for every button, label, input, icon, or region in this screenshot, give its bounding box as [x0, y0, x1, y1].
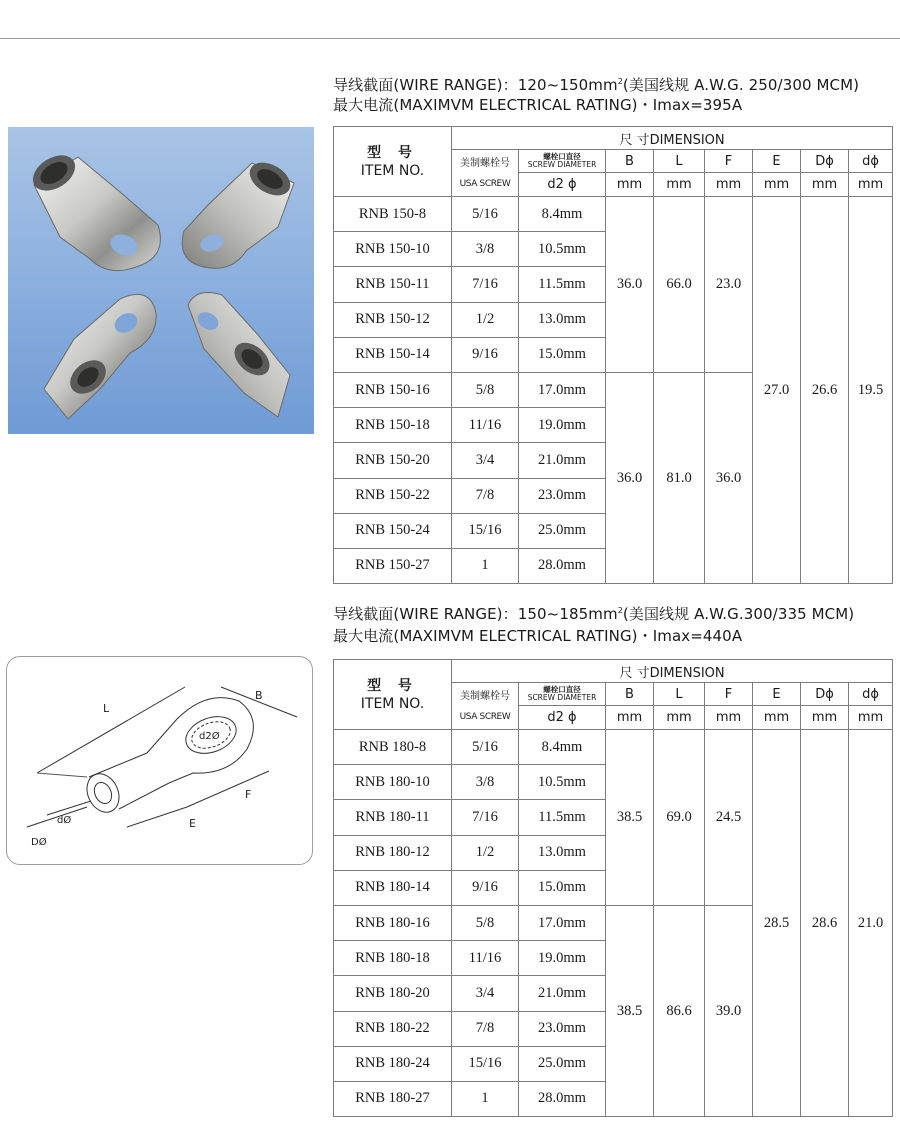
unit-cell: mm	[753, 173, 801, 197]
unit-cell: mm	[654, 706, 705, 730]
item-no-cell: RNB 150-8	[334, 197, 452, 232]
b-value-cell: 36.0	[606, 372, 654, 583]
item-no-cell: RNB 180-20	[334, 976, 452, 1011]
item-no-cell: RNB 180-11	[334, 800, 452, 835]
unit-cell: mm	[849, 706, 893, 730]
b-value-cell: 36.0	[606, 197, 654, 373]
d2-header: d2 ϕ	[519, 173, 606, 197]
unit-cell: mm	[801, 706, 849, 730]
screw-diameter-cell: 15.0mm	[519, 870, 606, 905]
e-value-cell: 28.5	[753, 730, 801, 1117]
product-photo	[8, 127, 314, 434]
usa-screw-cell: 5/16	[452, 730, 519, 765]
item-no-cell: RNB 150-11	[334, 267, 452, 302]
usa-screw-cell: 7/8	[452, 1011, 519, 1046]
screw-diameter-cell: 19.0mm	[519, 408, 606, 443]
label-d2: d2Ø	[199, 731, 220, 742]
screw-diameter-cell: 11.5mm	[519, 267, 606, 302]
item-no-cell: RNB 180-18	[334, 941, 452, 976]
item-no-cell: RNB 150-18	[334, 408, 452, 443]
table-row	[334, 197, 893, 232]
f-value-cell: 39.0	[705, 905, 753, 1116]
item-no-cell: RNB 150-24	[334, 513, 452, 548]
item-no-cell: RNB 180-12	[334, 835, 452, 870]
item-no-cell: RNB 180-8	[334, 730, 452, 765]
label-b: B	[255, 689, 263, 702]
col-d-header: dϕ	[849, 683, 893, 706]
item-no-cell: RNB 180-10	[334, 765, 452, 800]
d-value-cell: 19.5	[849, 197, 893, 584]
f-value-cell: 24.5	[705, 730, 753, 906]
usa-screw-sub: USA SCREW	[452, 706, 519, 730]
rating-heading-2: 最大电流(MAXIMVM ELECTRICAL RATING)・Imax=440A	[333, 627, 743, 645]
item-no-header: 型 号 ITEM NO.	[334, 660, 452, 730]
item-no-cell: RNB 150-22	[334, 478, 452, 513]
table-row	[334, 730, 893, 765]
label-e: E	[189, 817, 196, 830]
usa-screw-cell: 3/8	[452, 765, 519, 800]
rating-heading-1: 最大电流(MAXIMVM ELECTRICAL RATING)・Imax=395A	[333, 96, 743, 114]
col-f-header: F	[705, 683, 753, 706]
col-dd-header: Dϕ	[801, 150, 849, 173]
dimension-header: 尺 寸DIMENSION	[452, 127, 893, 150]
usa-screw-cell: 1/2	[452, 835, 519, 870]
l-value-cell: 66.0	[654, 197, 705, 373]
unit-cell: mm	[705, 706, 753, 730]
item-no-cell: RNB 150-12	[334, 302, 452, 337]
screw-diameter-cell: 8.4mm	[519, 730, 606, 765]
col-e-header: E	[753, 150, 801, 173]
item-no-cell: RNB 150-16	[334, 372, 452, 407]
f-value-cell: 36.0	[705, 372, 753, 583]
b-value-cell: 38.5	[606, 730, 654, 906]
usa-screw-cell: 3/4	[452, 976, 519, 1011]
usa-screw-sub: USA SCREW	[452, 173, 519, 197]
screw-diameter-cell: 15.0mm	[519, 337, 606, 372]
usa-screw-cell: 5/8	[452, 372, 519, 407]
screw-diameter-cell: 17.0mm	[519, 372, 606, 407]
wire-range-heading-1: 导线截面(WIRE RANGE)：$120\sim 150mm^2$(美国线规 A.W.G. 250/300 MCM)	[333, 76, 860, 94]
dd-value-cell: 28.6	[801, 730, 849, 1117]
screw-diameter-cell: 28.0mm	[519, 548, 606, 583]
screw-diameter-cell: 28.0mm	[519, 1081, 606, 1116]
usa-screw-cell: 1	[452, 1081, 519, 1116]
unit-cell: mm	[606, 173, 654, 197]
dd-value-cell: 26.6	[801, 197, 849, 584]
screw-diameter-cell: 10.5mm	[519, 232, 606, 267]
usa-screw-cell: 3/8	[452, 232, 519, 267]
item-no-cell: RNB 180-27	[334, 1081, 452, 1116]
screw-diameter-header: 螺栓口直径 SCREW DIAMETER	[519, 683, 606, 706]
spec-table-1	[333, 126, 893, 584]
usa-screw-cell: 11/16	[452, 408, 519, 443]
dimension-header: 尺 寸DIMENSION	[452, 660, 893, 683]
screw-diameter-cell: 23.0mm	[519, 478, 606, 513]
spec-table-2	[333, 659, 893, 1117]
screw-diameter-cell: 8.4mm	[519, 197, 606, 232]
item-no-cell: RNB 180-16	[334, 905, 452, 940]
col-dd-header: Dϕ	[801, 683, 849, 706]
label-d: dØ	[57, 815, 72, 826]
l-value-cell: 69.0	[654, 730, 705, 906]
screw-diameter-header: 螺栓口直径 SCREW DIAMETER	[519, 150, 606, 173]
usa-screw-cell: 7/16	[452, 267, 519, 302]
label-dd: DØ	[31, 837, 47, 848]
screw-diameter-cell: 13.0mm	[519, 835, 606, 870]
screw-diameter-cell: 21.0mm	[519, 443, 606, 478]
unit-cell: mm	[705, 173, 753, 197]
col-l-header: L	[654, 683, 705, 706]
screw-diameter-cell: 11.5mm	[519, 800, 606, 835]
usa-screw-cell: 7/16	[452, 800, 519, 835]
screw-diameter-cell: 17.0mm	[519, 905, 606, 940]
unit-cell: mm	[753, 706, 801, 730]
usa-screw-cell: 9/16	[452, 337, 519, 372]
f-value-cell: 23.0	[705, 197, 753, 373]
d2-header: d2 ϕ	[519, 706, 606, 730]
top-divider	[0, 38, 900, 39]
usa-screw-cell: 15/16	[452, 1046, 519, 1081]
screw-diameter-cell: 23.0mm	[519, 1011, 606, 1046]
b-value-cell: 38.5	[606, 905, 654, 1116]
item-no-cell: RNB 150-10	[334, 232, 452, 267]
item-no-cell: RNB 180-22	[334, 1011, 452, 1046]
usa-screw-cell: 5/16	[452, 197, 519, 232]
item-no-cell: RNB 180-24	[334, 1046, 452, 1081]
usa-screw-cell: 5/8	[452, 905, 519, 940]
item-no-cell: RNB 150-27	[334, 548, 452, 583]
screw-diameter-cell: 19.0mm	[519, 941, 606, 976]
l-value-cell: 86.6	[654, 905, 705, 1116]
d-value-cell: 21.0	[849, 730, 893, 1117]
screw-diameter-cell: 25.0mm	[519, 1046, 606, 1081]
wire-range-heading-2: 导线截面(WIRE RANGE)：$150\sim 185mm^2$(美国线规 A.W.G.300/335 MCM)	[333, 605, 855, 623]
e-value-cell: 27.0	[753, 197, 801, 584]
screw-diameter-cell: 25.0mm	[519, 513, 606, 548]
usa-screw-cell: 7/8	[452, 478, 519, 513]
usa-screw-header: 美制螺栓号	[452, 683, 519, 706]
usa-screw-cell: 11/16	[452, 941, 519, 976]
usa-screw-cell: 3/4	[452, 443, 519, 478]
col-d-header: dϕ	[849, 150, 893, 173]
usa-screw-cell: 1	[452, 548, 519, 583]
l-value-cell: 81.0	[654, 372, 705, 583]
col-l-header: L	[654, 150, 705, 173]
col-f-header: F	[705, 150, 753, 173]
usa-screw-cell: 1/2	[452, 302, 519, 337]
unit-cell: mm	[606, 706, 654, 730]
usa-screw-cell: 9/16	[452, 870, 519, 905]
screw-diameter-cell: 13.0mm	[519, 302, 606, 337]
screw-diameter-cell: 10.5mm	[519, 765, 606, 800]
item-no-cell: RNB 150-20	[334, 443, 452, 478]
usa-screw-cell: 15/16	[452, 513, 519, 548]
unit-cell: mm	[654, 173, 705, 197]
label-l: L	[103, 702, 110, 715]
col-b-header: B	[606, 150, 654, 173]
item-no-cell: RNB 150-14	[334, 337, 452, 372]
unit-cell: mm	[849, 173, 893, 197]
screw-diameter-cell: 21.0mm	[519, 976, 606, 1011]
dimension-diagram	[6, 656, 313, 865]
col-e-header: E	[753, 683, 801, 706]
item-no-header: 型 号 ITEM NO.	[334, 127, 452, 197]
usa-screw-header: 美制螺栓号	[452, 150, 519, 173]
unit-cell: mm	[801, 173, 849, 197]
item-no-cell: RNB 180-14	[334, 870, 452, 905]
label-f: F	[245, 788, 252, 801]
col-b-header: B	[606, 683, 654, 706]
